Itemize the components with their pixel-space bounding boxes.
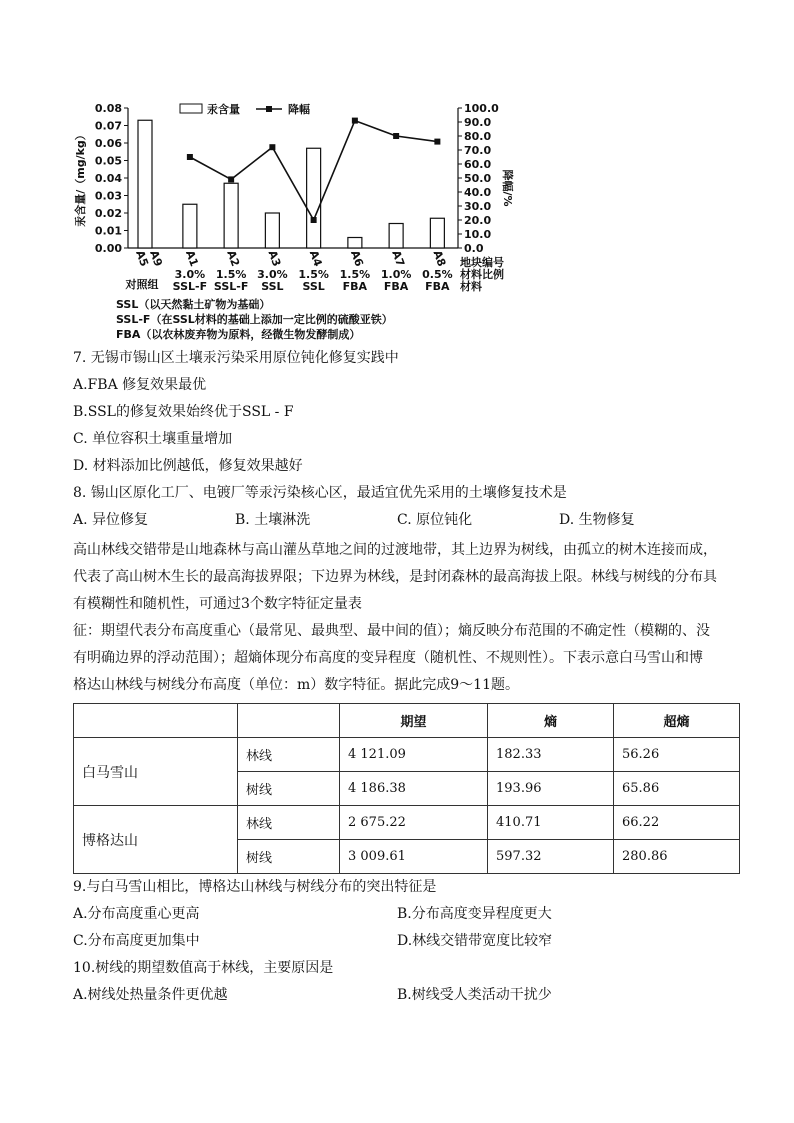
line-type: 林线 — [238, 738, 340, 772]
table-header-row — [74, 704, 740, 738]
y-tick-label-right: 30.0 — [464, 200, 492, 213]
table-row — [74, 738, 740, 772]
q10-option-a[interactable]: A.树线处热量条件更优越 — [73, 987, 228, 1003]
point-decline — [269, 144, 275, 150]
y-tick-label-right: 60.0 — [464, 158, 492, 171]
mercury-chart — [70, 98, 540, 341]
category-material: SSL — [261, 280, 284, 293]
q9-option-d[interactable]: D.林线交错带宽度比较窄 — [397, 933, 553, 949]
y-tick-label-left: 0.05 — [94, 154, 122, 168]
y-tick-label-left: 0.06 — [94, 137, 122, 150]
category-material: SSL — [302, 280, 325, 293]
y-tick-label-right: 50.0 — [464, 172, 492, 185]
expect-value: 2 675.22 — [340, 806, 488, 840]
q10-option-b[interactable]: B.树线受人类活动干扰少 — [397, 987, 552, 1003]
bar-mercury — [307, 148, 321, 248]
y-tick-label-right: 0.0 — [464, 242, 484, 255]
q8-option-a[interactable]: A. 异位修复 — [73, 512, 149, 528]
q7-option-b[interactable]: B.SSL的修复效果始终优于SSL - F — [73, 404, 294, 420]
table-header — [238, 704, 340, 738]
entropy-value: 193.96 — [488, 772, 614, 806]
line-type: 树线 — [238, 772, 340, 806]
entropy-value: 182.33 — [488, 738, 614, 772]
table-row — [74, 806, 740, 840]
passage — [73, 537, 739, 699]
category-ratio: 1.5% — [339, 268, 371, 281]
y-axis-title-right: 降幅/% — [501, 169, 514, 207]
category-material: SSL-F — [172, 280, 208, 293]
category-label: A4 — [306, 248, 325, 269]
q8-option-d[interactable]: D. 生物修复 — [559, 512, 635, 528]
category-label: A6 — [348, 248, 366, 269]
chart-note: SSL（以天然黏土矿物为基础） — [116, 298, 271, 311]
bar-mercury — [138, 120, 152, 248]
passage-line: 代表了高山树木生长的最高海拔界限；下边界为林线，是封闭森林的最高海拔上限。林线与树线的分布具 — [73, 569, 717, 585]
bar-mercury — [183, 204, 197, 248]
bar-mercury — [265, 213, 279, 248]
line-type: 树线 — [238, 840, 340, 874]
q7-option-d[interactable]: D. 材料添加比例越低，修复效果越好 — [73, 458, 303, 474]
y-tick-label-right: 80.0 — [464, 130, 492, 143]
table-header — [74, 704, 238, 738]
y-tick-label-right: 100.0 — [464, 102, 499, 115]
y-tick-label-left: 0.08 — [94, 102, 122, 115]
point-decline — [434, 139, 440, 145]
point-decline — [311, 217, 317, 223]
hyper-value: 65.86 — [614, 772, 740, 806]
y-tick-label-right: 90.0 — [464, 116, 492, 129]
y-tick-label-left: 0.04 — [94, 172, 122, 185]
legend-label-mercury: 汞含量 — [207, 103, 240, 116]
category-label: A7 — [389, 248, 408, 269]
y-tick-label-right: 20.0 — [464, 214, 492, 227]
row-label: 地块编号 — [460, 256, 504, 269]
category-label: A2 — [224, 248, 243, 269]
chart-axes — [124, 108, 462, 248]
table-header-entropy: 熵 — [488, 704, 614, 738]
line-type: 林线 — [238, 806, 340, 840]
passage-line: 征：期望代表分布高度重心（最常见、最典型、最中间的值）；熵反映分布范围的不确定性（模糊的、没 — [73, 623, 710, 639]
chart-note: FBA（以农林废弃物为原料，经微生物发酵制成） — [116, 328, 361, 341]
hyper-value: 66.22 — [614, 806, 740, 840]
row-label: 材料比例 — [460, 268, 504, 281]
expect-value: 3 009.61 — [340, 840, 488, 874]
point-decline — [187, 154, 193, 160]
legend-label-decline: 降幅 — [288, 103, 310, 116]
category-material: SSL-F — [213, 280, 249, 293]
q10-stem: 10.树线的期望数值高于林线，主要原因是 — [73, 960, 334, 976]
category-material: FBA — [342, 280, 368, 293]
passage-line: 有模糊性和随机性，可通过3个数字特征定量表 — [73, 596, 362, 612]
mountain-name: 白马雪山 — [74, 738, 238, 806]
bar-mercury — [224, 183, 238, 248]
y-axis-title-left: 汞含量/（mg/kg） — [74, 129, 87, 227]
feature-table — [73, 703, 740, 874]
bar-mercury — [389, 224, 403, 249]
category-ratio: 1.5% — [298, 268, 329, 281]
category-ratio: 1.0% — [380, 268, 412, 281]
q9-option-c[interactable]: C.分布高度更加集中 — [73, 933, 200, 949]
category-ratio: 3.0% — [257, 268, 288, 281]
point-decline — [393, 133, 399, 139]
y-tick-label-left: 0.03 — [94, 189, 122, 203]
point-decline — [228, 176, 234, 182]
q8-stem: 8. 锡山区原化工厂、电镀厂等汞污染核心区，最适宜优先采用的土壤修复技术是 — [73, 485, 567, 501]
chart-note: SSL-F（在SSL材料的基础上添加一定比例的硫酸亚铁） — [116, 313, 393, 326]
y-tick-label-right: 70.0 — [464, 144, 492, 157]
q9-option-b[interactable]: B.分布高度变异程度更大 — [397, 906, 552, 922]
mountain-name: 博格达山 — [74, 806, 238, 874]
q7-stem: 7. 无锡市锡山区土壤汞污染采用原位钝化修复实践中 — [73, 350, 399, 366]
category-label: 对照组 — [125, 278, 159, 291]
hyper-value: 280.86 — [614, 840, 740, 874]
q9-option-a[interactable]: A.分布高度重心更高 — [73, 906, 200, 922]
category-label: A3 — [265, 248, 284, 269]
q7-option-a[interactable]: A.FBA 修复效果最优 — [73, 377, 207, 393]
y-tick-label-right: 40.0 — [464, 186, 492, 199]
category-label: A8 — [430, 248, 449, 269]
hyper-value: 56.26 — [614, 738, 740, 772]
y-tick-label-right: 10.0 — [464, 228, 492, 241]
passage-line: 高山林线交错带是山地森林与高山灌丛草地之间的过渡地带，其上边界为树线，由孤立的树木连接而成， — [73, 542, 717, 558]
y-tick-label-left: 0.07 — [94, 119, 122, 133]
category-label: A1 — [183, 248, 201, 269]
entropy-value: 410.71 — [488, 806, 614, 840]
legend-line-marker — [266, 106, 272, 112]
q7-option-c[interactable]: C. 单位容积土壤重量增加 — [73, 431, 233, 447]
entropy-value: 597.32 — [488, 840, 614, 874]
table-header-hyper: 超熵 — [614, 704, 740, 738]
q9-stem: 9.与白马雪山相比，博格达山林线与树线分布的突出特征是 — [73, 879, 437, 895]
passage-line: 格达山林线与树线分布高度（单位：m）数字特征。据此完成9～11题。 — [73, 677, 519, 693]
table-header-expect: 期望 — [340, 704, 488, 738]
legend-bar-swatch — [180, 104, 202, 113]
category-ratio: 1.5% — [215, 268, 247, 281]
passage-line: 有明确边界的浮动范围）；超熵体现分布高度的变异程度（随机性、不规则性）。下表示意白马雪山和博 — [73, 650, 703, 666]
y-tick-label-left: 0.02 — [94, 207, 122, 220]
expect-value: 4 186.38 — [340, 772, 488, 806]
category-material: FBA — [383, 280, 409, 293]
y-tick-label-left: 0.00 — [94, 242, 122, 255]
category-label: A5 — [133, 248, 151, 269]
y-tick-label-left: 0.01 — [94, 224, 122, 238]
category-ratio: 0.5% — [422, 268, 453, 281]
point-decline — [352, 118, 358, 124]
row-label: 材料 — [460, 280, 482, 293]
bar-mercury — [430, 218, 444, 248]
category-ratio: 3.0% — [174, 268, 206, 281]
chart-bars — [138, 120, 444, 248]
category-label: A9 — [147, 248, 165, 269]
expect-value: 4 121.09 — [340, 738, 488, 772]
q8-option-c[interactable]: C. 原位钝化 — [397, 512, 473, 528]
bar-mercury — [348, 238, 362, 249]
category-material: FBA — [425, 280, 450, 293]
q8-option-b[interactable]: B. 土壤淋洗 — [235, 512, 311, 528]
